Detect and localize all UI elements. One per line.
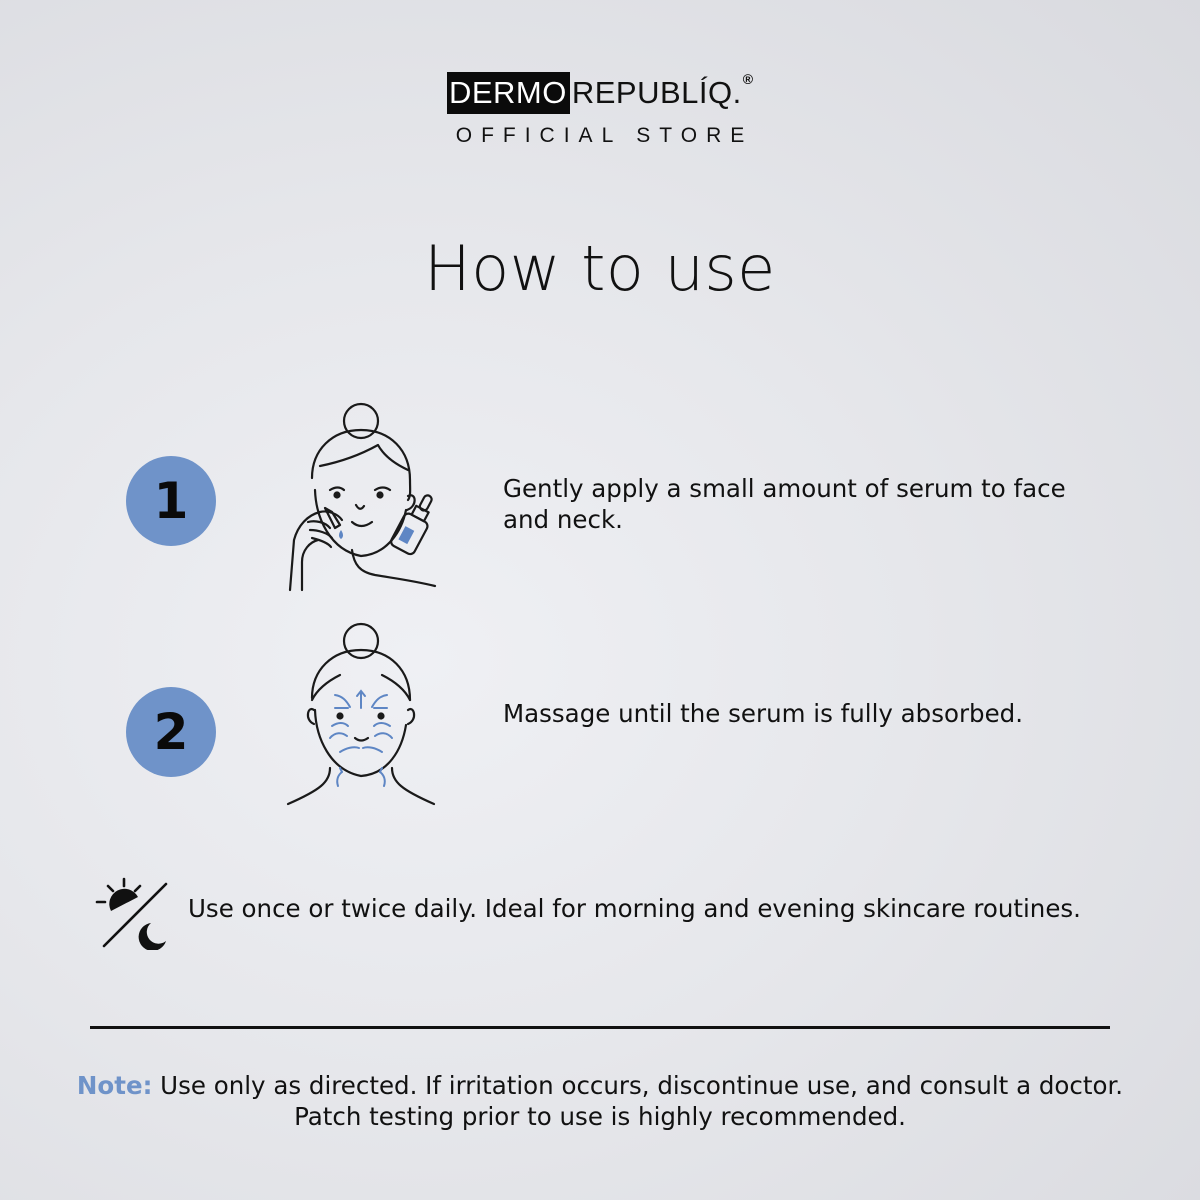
step-2-text: Massage until the serum is fully absorbed. [503,699,1024,728]
brand-wordmark-light: REPUBLÍQ. [571,75,742,110]
step-2-number-badge: 2 [126,687,216,777]
page-title: How to use [424,232,776,305]
note [0,1070,1200,1132]
face-applying-serum-dropper-icon [280,400,445,595]
frequency-text: Use once or twice daily. Ideal for morning and evening skincare routines. [188,894,1081,923]
divider [90,1026,1110,1029]
note-line-1 [0,1070,1200,1101]
face-massage-arrows-icon [280,620,445,810]
registered-mark: ® [742,71,754,87]
note-text-1: Use only as directed. If irritation occurs, discontinue use, and consult a doctor. [160,1071,1124,1100]
brand-wordmark-dark: DERMO [447,72,570,114]
brand-subtitle: OFFICIAL STORE [455,124,754,147]
day-night-icon [94,875,174,950]
note-label: Note: [76,1071,153,1100]
step-1-text: Gently apply a small amount of serum to face and neck. [503,474,1066,534]
note-text-2: Patch testing prior to use is highly recommended. [294,1102,906,1131]
brand-logo [0,72,1200,148]
step-1-number-badge: 1 [126,456,216,546]
brand-wordmark [447,72,753,114]
